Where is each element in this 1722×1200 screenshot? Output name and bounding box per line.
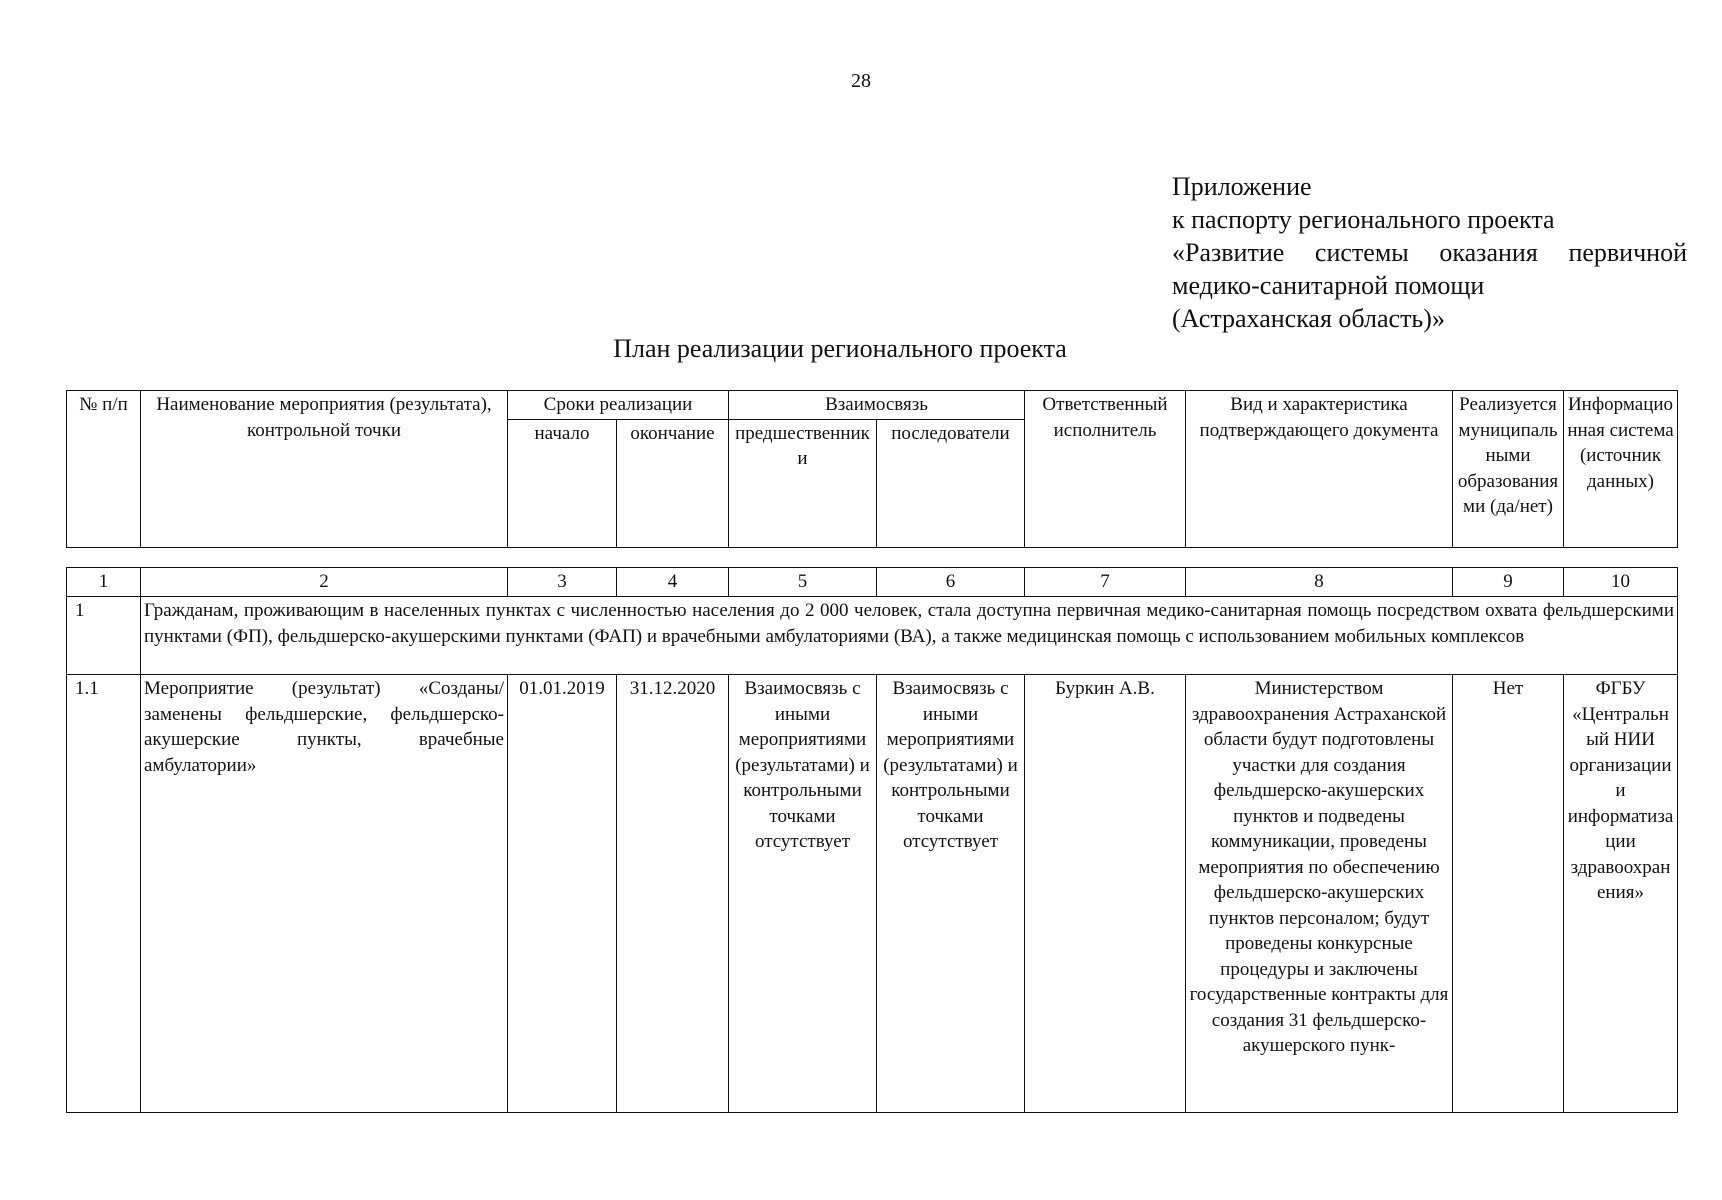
row-num: 1.1 [67, 675, 141, 1113]
column-number-row [67, 568, 1678, 597]
table-row [67, 675, 1678, 1113]
row-infosystem: ФГБУ «Центральный НИИ организации и информатизации здравоохранения» [1564, 675, 1678, 1113]
header-municipal: Реализуется муниципальными образованиями (да/нет) [1453, 391, 1564, 548]
row-goal-text: Гражданам, проживающим в населенных пунктах с численностью населения до 2 000 человек, стала доступна первичная медико-санитарная помощь посредством охвата фельдшерскими пунктами (ФП), фельдшерско-акушерскими пунктами (ФАП) и врачебными амбулаториями (ВА), а также медицинская помощь с использованием мобильных комплексов [141, 597, 1678, 675]
column-number: 2 [141, 568, 508, 597]
header-table [66, 390, 1678, 548]
row-municipal: Нет [1453, 675, 1564, 1113]
header-end: окончание [617, 419, 729, 547]
header-responsible: Ответственный исполнитель [1025, 391, 1186, 548]
column-number: 10 [1564, 568, 1678, 597]
row-document: Министерством здравоохранения Астраханской области будут подготовлены участки для создания фельдшерско-акушерских пунктов и подведены коммуникации, проведены мероприятия по обеспечению фельдшерско-акушерских пунктов персоналом; будут проведены конкурсные процедуры и заключены государственные контракты для создания 31 фельдшерско-акушерского пунк- [1186, 675, 1453, 1113]
header-document: Вид и характеристика подтверждающего документа [1186, 391, 1453, 548]
header-terms: Сроки реализации [508, 391, 729, 420]
column-number: 6 [877, 568, 1025, 597]
header-relation: Взаимосвязь [729, 391, 1025, 420]
row-end: 31.12.2020 [617, 675, 729, 1113]
column-number: 3 [508, 568, 617, 597]
document-title: План реализации регионального проекта [613, 334, 1067, 363]
column-number: 4 [617, 568, 729, 597]
appendix-line: (Астраханская область)» [1172, 304, 1445, 333]
page-number: 28 [851, 70, 871, 92]
row-predecessors: Взаимосвязь с иными мероприятиями (результатами) и контрольными точками отсутствует [729, 675, 877, 1113]
appendix-block [1172, 170, 1687, 335]
appendix-line: к паспорту регионального проекта [1172, 205, 1555, 234]
column-number: 9 [1453, 568, 1564, 597]
header-start: начало [508, 419, 617, 547]
header-infosystem: Информационная система (источник данных) [1564, 391, 1678, 548]
column-number: 7 [1025, 568, 1186, 597]
column-number: 1 [67, 568, 141, 597]
table-row [67, 597, 1678, 675]
body-table [66, 567, 1678, 1113]
appendix-line: Приложение [1172, 172, 1312, 201]
header-predecessors: предшественники [729, 419, 877, 547]
row-responsible: Буркин А.В. [1025, 675, 1186, 1113]
appendix-line: «Развитие системы оказания первичной [1172, 238, 1687, 267]
row-start: 01.01.2019 [508, 675, 617, 1113]
header-num: № п/п [67, 391, 141, 548]
column-number: 8 [1186, 568, 1453, 597]
appendix-line: медико-санитарной помощи [1172, 271, 1485, 300]
column-number: 5 [729, 568, 877, 597]
row-successors: Взаимосвязь с иными мероприятиями (результатами) и контрольными точками отсутствует [877, 675, 1025, 1113]
header-name: Наименование мероприятия (результата), контрольной точки [141, 391, 508, 548]
header-successors: последователи [877, 419, 1025, 547]
row-num: 1 [67, 597, 141, 675]
row-name: Мероприятие (результат) «Созданы/заменены фельдшерские, фельдшерско-акушерские пункты, врачебные амбулатории» [141, 675, 508, 1113]
